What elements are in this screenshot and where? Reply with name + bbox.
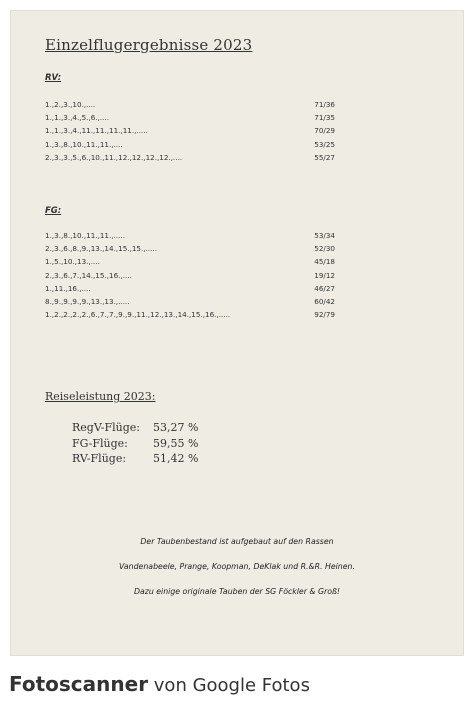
result-row: [45, 111, 335, 124]
result-score: 71/35: [314, 113, 335, 123]
result-score: 53/25: [314, 139, 335, 149]
performance-row: [72, 451, 232, 467]
scanned-document: [10, 10, 464, 656]
result-score: 19/12: [314, 270, 335, 280]
placement-sequence: 1.,3.,8.,10.,11.,11.,.....: [45, 231, 125, 240]
travel-performance-title: Reiseleistung 2023:: [45, 390, 156, 403]
placement-sequence: 1.,1.,3.,4.,5.,6.,....: [45, 113, 109, 123]
performance-row: [72, 420, 232, 436]
brand-suffix: von Google Fotos: [148, 675, 310, 696]
result-score: 45/18: [314, 257, 335, 267]
result-row: [45, 151, 335, 164]
result-row: [45, 282, 335, 295]
result-score: 70/29: [314, 126, 335, 136]
result-row: [45, 124, 335, 137]
result-row: [45, 269, 335, 282]
placement-sequence: 1.,3.,8.,10.,11.,11.,....: [45, 139, 123, 149]
original-pigeons-text: Dazu einige originale Tauben der SG Föckler & Groß!: [133, 587, 341, 596]
result-row: [45, 308, 335, 321]
result-score: 55/27: [314, 152, 335, 162]
result-row: [45, 138, 335, 151]
result-score: 71/36: [314, 100, 335, 109]
rv-section-label: RV:: [45, 73, 62, 83]
breed-intro-text: Der Taubenbestand ist aufgebaut auf den Rassen: [140, 537, 334, 546]
fg-results-list: [45, 229, 335, 321]
result-row: [45, 242, 335, 255]
result-row: [45, 229, 335, 242]
placement-sequence: 8.,9.,9.,9.,9.,13.,13.,.....: [45, 296, 130, 306]
placement-sequence: 1.,2.,3.,10.,....: [45, 100, 96, 109]
result-score: 92/79: [314, 310, 335, 320]
result-score: 46/27: [314, 283, 335, 293]
performance-label: RV-Flüge:: [72, 452, 127, 465]
result-score: 60/42: [314, 296, 335, 306]
result-score: 53/34: [314, 231, 335, 240]
placement-sequence: 1.,2.,2.,2.,2.,6.,7.,7.,9.,9.,11.,12.,13.,14.,15.,16.,.....: [45, 310, 231, 320]
placement-sequence: 2.,3.,6.,7.,14.,15.,16.,....: [45, 270, 132, 280]
result-row: [45, 98, 335, 111]
placement-sequence: 2.,3.,6.,8.,9.,13.,14.,15.,15.,.....: [45, 244, 157, 254]
placement-sequence: 2.,3.,3.,5.,6.,10.,11.,12.,12.,12.,12.,....: [45, 152, 183, 162]
placement-sequence: 1.,5.,10.,13.,....: [45, 257, 100, 267]
breed-list-text: Vandenabeele, Prange, Koopman, DeKlak und R.&R. Heinen.: [119, 562, 355, 571]
performance-value: 51,42 %: [153, 452, 199, 465]
result-row: [45, 295, 335, 308]
placement-sequence: 1.,1.,3.,4.,11.,11.,11.,11.,.....: [45, 126, 148, 136]
performance-value: 59,55 %: [153, 436, 199, 450]
performance-label: RegV-Flüge:: [72, 421, 140, 434]
rv-results-list: [45, 98, 335, 164]
performance-value: 53,27 %: [153, 421, 199, 434]
document-title: Einzelflugergebnisse 2023: [45, 36, 253, 54]
performance-label: FG-Flüge:: [72, 436, 128, 450]
result-row: [45, 255, 335, 268]
result-score: 52/30: [314, 244, 335, 254]
brand-name: Fotoscanner: [9, 672, 149, 696]
fg-section-label: FG:: [45, 206, 62, 216]
performance-row: [72, 436, 232, 452]
travel-performance-table: [72, 420, 232, 467]
placement-sequence: 1.,11.,16.,....: [45, 283, 91, 293]
fotoscanner-watermark: [9, 672, 310, 696]
